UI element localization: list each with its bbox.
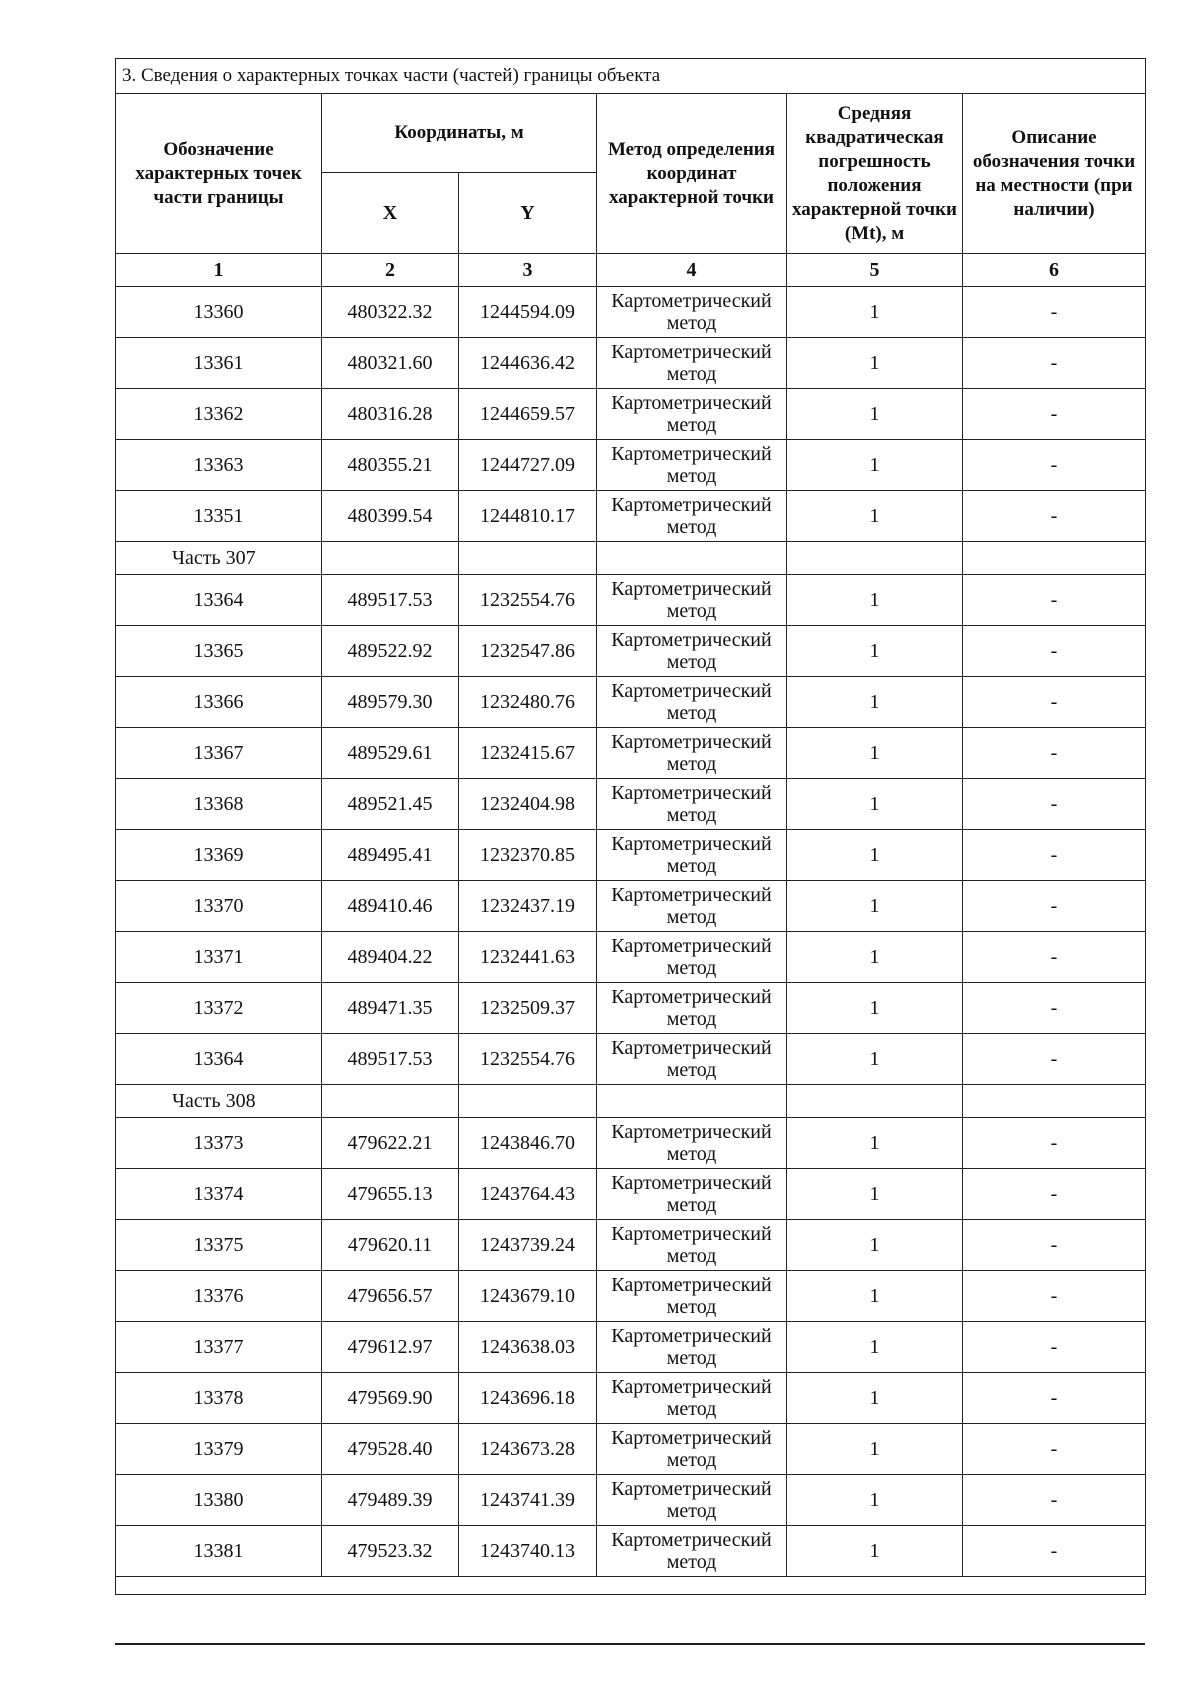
footer-rule [115,1643,1145,1645]
table-row [116,1322,1146,1373]
method-line: метод [666,1296,717,1318]
description-cell: - [963,677,1146,728]
point-id-cell: 13381 [116,1526,322,1577]
method-line: метод [666,465,717,487]
method-cell [597,779,787,830]
y-coordinate-cell: 1232480.76 [459,677,597,728]
method-line: Картометрический [611,1274,772,1296]
method-cell [597,1373,787,1424]
y-coordinate-cell: 1232437.19 [459,881,597,932]
empty-cell [459,542,597,575]
section-title: 3. Сведения о характерных точках части (частей) границы объекта [116,59,1146,94]
accuracy-cell: 1 [787,338,963,389]
method-cell [597,626,787,677]
point-id-cell: 13362 [116,389,322,440]
accuracy-cell: 1 [787,287,963,338]
point-id-cell: 13375 [116,1220,322,1271]
method-line: метод [666,753,717,775]
method-cell [597,1424,787,1475]
accuracy-cell: 1 [787,1373,963,1424]
table-row [116,728,1146,779]
y-coordinate-cell: 1232415.67 [459,728,597,779]
description-cell: - [963,1034,1146,1085]
accuracy-cell: 1 [787,932,963,983]
accuracy-cell: 1 [787,728,963,779]
description-cell: - [963,1169,1146,1220]
method-line: метод [666,1143,717,1165]
x-coordinate-cell: 479655.13 [322,1169,459,1220]
table-row [116,881,1146,932]
empty-cell [787,542,963,575]
method-cell [597,491,787,542]
y-coordinate-cell: 1243846.70 [459,1118,597,1169]
point-id-cell: 13363 [116,440,322,491]
accuracy-cell: 1 [787,1034,963,1085]
point-id-cell: 13364 [116,1034,322,1085]
x-coordinate-cell: 480322.32 [322,287,459,338]
accuracy-cell: 1 [787,881,963,932]
x-coordinate-cell: 489522.92 [322,626,459,677]
accuracy-cell: 1 [787,677,963,728]
column-number: 2 [322,254,459,287]
point-id-cell: 13373 [116,1118,322,1169]
method-cell [597,1322,787,1373]
point-id-cell: 13370 [116,881,322,932]
x-coordinate-cell: 479489.39 [322,1475,459,1526]
table-row [116,1220,1146,1271]
method-line: Картометрический [611,1478,772,1500]
table-row [116,779,1146,830]
method-line: Картометрический [611,1529,772,1551]
description-cell: - [963,440,1146,491]
column-number: 5 [787,254,963,287]
y-coordinate-cell: 1243739.24 [459,1220,597,1271]
method-line: Картометрический [611,629,772,651]
point-id-cell: 13367 [116,728,322,779]
table-row [116,338,1146,389]
method-line: метод [666,1500,717,1522]
table-row [116,1373,1146,1424]
column-number: 3 [459,254,597,287]
description-cell: - [963,287,1146,338]
description-cell: - [963,1526,1146,1577]
part-label: Часть 308 [116,1085,322,1118]
method-cell [597,677,787,728]
method-line: метод [666,1347,717,1369]
header-y: Y [459,173,597,254]
method-line: Картометрический [611,443,772,465]
x-coordinate-cell: 479622.21 [322,1118,459,1169]
method-line: метод [666,600,717,622]
method-cell [597,881,787,932]
accuracy-cell: 1 [787,440,963,491]
empty-cell [597,1085,787,1118]
x-coordinate-cell: 480399.54 [322,491,459,542]
method-line: Картометрический [611,782,772,804]
empty-cell [322,1085,459,1118]
empty-cell [963,1085,1146,1118]
x-coordinate-cell: 480321.60 [322,338,459,389]
empty-cell [963,542,1146,575]
y-coordinate-cell: 1243679.10 [459,1271,597,1322]
method-cell [597,830,787,881]
point-id-cell: 13369 [116,830,322,881]
y-coordinate-cell: 1243740.13 [459,1526,597,1577]
method-line: метод [666,906,717,928]
method-line: метод [666,702,717,724]
method-line: Картометрический [611,731,772,753]
table-row [116,1526,1146,1577]
method-line: метод [666,1059,717,1081]
method-cell [597,440,787,491]
y-coordinate-cell: 1244594.09 [459,287,597,338]
x-coordinate-cell: 489404.22 [322,932,459,983]
method-line: метод [666,414,717,436]
point-id-cell: 13366 [116,677,322,728]
method-line: Картометрический [611,833,772,855]
x-coordinate-cell: 479656.57 [322,1271,459,1322]
x-coordinate-cell: 489517.53 [322,575,459,626]
table-row [116,626,1146,677]
point-id-cell: 13376 [116,1271,322,1322]
table-row [116,287,1146,338]
table-row [116,491,1146,542]
accuracy-cell: 1 [787,1526,963,1577]
empty-cell [459,1085,597,1118]
column-number: 6 [963,254,1146,287]
y-coordinate-cell: 1244727.09 [459,440,597,491]
table-row [116,1034,1146,1085]
x-coordinate-cell: 489521.45 [322,779,459,830]
table-row [116,1169,1146,1220]
y-coordinate-cell: 1243741.39 [459,1475,597,1526]
point-id-cell: 13361 [116,338,322,389]
accuracy-cell: 1 [787,983,963,1034]
x-coordinate-cell: 479528.40 [322,1424,459,1475]
method-line: метод [666,1008,717,1030]
point-id-cell: 13380 [116,1475,322,1526]
document-sheet [115,58,1145,1595]
y-coordinate-cell: 1232441.63 [459,932,597,983]
point-id-cell: 13364 [116,575,322,626]
method-cell [597,575,787,626]
description-cell: - [963,491,1146,542]
boundary-points-table [115,58,1146,1595]
table-row [116,983,1146,1034]
description-cell: - [963,779,1146,830]
column-number: 4 [597,254,787,287]
method-cell [597,1034,787,1085]
method-line: метод [666,651,717,673]
part-label: Часть 307 [116,542,322,575]
y-coordinate-cell: 1243673.28 [459,1424,597,1475]
description-cell: - [963,1322,1146,1373]
table-row [116,1118,1146,1169]
y-coordinate-cell: 1232404.98 [459,779,597,830]
description-cell: - [963,983,1146,1034]
method-cell [597,1220,787,1271]
method-line: Картометрический [611,290,772,312]
description-cell: - [963,1118,1146,1169]
point-id-cell: 13377 [116,1322,322,1373]
point-id-cell: 13351 [116,491,322,542]
part-header-row [116,542,1146,575]
point-id-cell: 13368 [116,779,322,830]
method-line: Картометрический [611,494,772,516]
y-coordinate-cell: 1243764.43 [459,1169,597,1220]
method-line: метод [666,855,717,877]
table-row [116,1271,1146,1322]
point-id-cell: 13374 [116,1169,322,1220]
y-coordinate-cell: 1243696.18 [459,1373,597,1424]
accuracy-cell: 1 [787,626,963,677]
method-line: Картометрический [611,1376,772,1398]
y-coordinate-cell: 1244810.17 [459,491,597,542]
table-row [116,677,1146,728]
x-coordinate-cell: 479523.32 [322,1526,459,1577]
method-line: Картометрический [611,1223,772,1245]
method-line: метод [666,1551,717,1573]
method-line: Картометрический [611,1037,772,1059]
y-coordinate-cell: 1232554.76 [459,575,597,626]
description-cell: - [963,830,1146,881]
accuracy-cell: 1 [787,1424,963,1475]
method-cell [597,1271,787,1322]
y-coordinate-cell: 1244636.42 [459,338,597,389]
table-row [116,440,1146,491]
method-line: метод [666,1449,717,1471]
method-line: метод [666,804,717,826]
header-accuracy: Средняя квадратическая погрешность положения характерной точки (Mt), м [787,94,963,254]
accuracy-cell: 1 [787,1322,963,1373]
x-coordinate-cell: 489529.61 [322,728,459,779]
point-id-cell: 13372 [116,983,322,1034]
method-line: Картометрический [611,935,772,957]
point-id-cell: 13378 [116,1373,322,1424]
description-cell: - [963,932,1146,983]
header-point-designation: Обозначение характерных точек части границы [116,94,322,254]
method-cell [597,287,787,338]
x-coordinate-cell: 489471.35 [322,983,459,1034]
x-coordinate-cell: 489410.46 [322,881,459,932]
description-cell: - [963,1373,1146,1424]
accuracy-cell: 1 [787,575,963,626]
x-coordinate-cell: 479620.11 [322,1220,459,1271]
y-coordinate-cell: 1232509.37 [459,983,597,1034]
table-end-cell [116,1577,1146,1595]
header-coordinates: Координаты, м [322,94,597,173]
method-line: Картометрический [611,341,772,363]
x-coordinate-cell: 480316.28 [322,389,459,440]
description-cell: - [963,1220,1146,1271]
empty-cell [597,542,787,575]
method-line: метод [666,363,717,385]
method-line: метод [666,1245,717,1267]
accuracy-cell: 1 [787,830,963,881]
x-coordinate-cell: 489517.53 [322,1034,459,1085]
method-line: Картометрический [611,578,772,600]
accuracy-cell: 1 [787,1271,963,1322]
y-coordinate-cell: 1232370.85 [459,830,597,881]
accuracy-cell: 1 [787,1220,963,1271]
method-line: метод [666,516,717,538]
method-cell [597,1118,787,1169]
accuracy-cell: 1 [787,491,963,542]
method-line: Картометрический [611,986,772,1008]
table-body [116,287,1146,1577]
description-cell: - [963,1424,1146,1475]
method-line: метод [666,1194,717,1216]
accuracy-cell: 1 [787,389,963,440]
description-cell: - [963,881,1146,932]
accuracy-cell: 1 [787,779,963,830]
header-method: Метод определения координат характерной точки [597,94,787,254]
x-coordinate-cell: 480355.21 [322,440,459,491]
y-coordinate-cell: 1232554.76 [459,1034,597,1085]
method-cell [597,1169,787,1220]
description-cell: - [963,338,1146,389]
accuracy-cell: 1 [787,1475,963,1526]
part-header-row [116,1085,1146,1118]
method-line: метод [666,1398,717,1420]
method-line: Картометрический [611,884,772,906]
table-row [116,1475,1146,1526]
accuracy-cell: 1 [787,1169,963,1220]
method-line: Картометрический [611,680,772,702]
column-number: 1 [116,254,322,287]
description-cell: - [963,626,1146,677]
table-row [116,1424,1146,1475]
method-cell [597,338,787,389]
method-line: Картометрический [611,1121,772,1143]
y-coordinate-cell: 1232547.86 [459,626,597,677]
accuracy-cell: 1 [787,1118,963,1169]
x-coordinate-cell: 489495.41 [322,830,459,881]
method-line: Картометрический [611,1325,772,1347]
method-line: метод [666,957,717,979]
method-line: Картометрический [611,1427,772,1449]
table-row [116,830,1146,881]
x-coordinate-cell: 479569.90 [322,1373,459,1424]
table-row [116,575,1146,626]
x-coordinate-cell: 489579.30 [322,677,459,728]
empty-cell [322,542,459,575]
method-cell [597,932,787,983]
description-cell: - [963,728,1146,779]
method-line: метод [666,312,717,334]
point-id-cell: 13371 [116,932,322,983]
point-id-cell: 13379 [116,1424,322,1475]
method-line: Картометрический [611,1172,772,1194]
description-cell: - [963,575,1146,626]
description-cell: - [963,1475,1146,1526]
table-end-row [116,1577,1146,1595]
description-cell: - [963,389,1146,440]
method-cell [597,1526,787,1577]
table-row [116,932,1146,983]
description-cell: - [963,1271,1146,1322]
method-cell [597,983,787,1034]
x-coordinate-cell: 479612.97 [322,1322,459,1373]
table-row [116,389,1146,440]
header-x: X [322,173,459,254]
y-coordinate-cell: 1244659.57 [459,389,597,440]
point-id-cell: 13360 [116,287,322,338]
column-number-row [116,254,1146,287]
method-cell [597,1475,787,1526]
point-id-cell: 13365 [116,626,322,677]
method-cell [597,389,787,440]
empty-cell [787,1085,963,1118]
method-cell [597,728,787,779]
y-coordinate-cell: 1243638.03 [459,1322,597,1373]
method-line: Картометрический [611,392,772,414]
header-description: Описание обозначения точки на местности (при наличии) [963,94,1146,254]
